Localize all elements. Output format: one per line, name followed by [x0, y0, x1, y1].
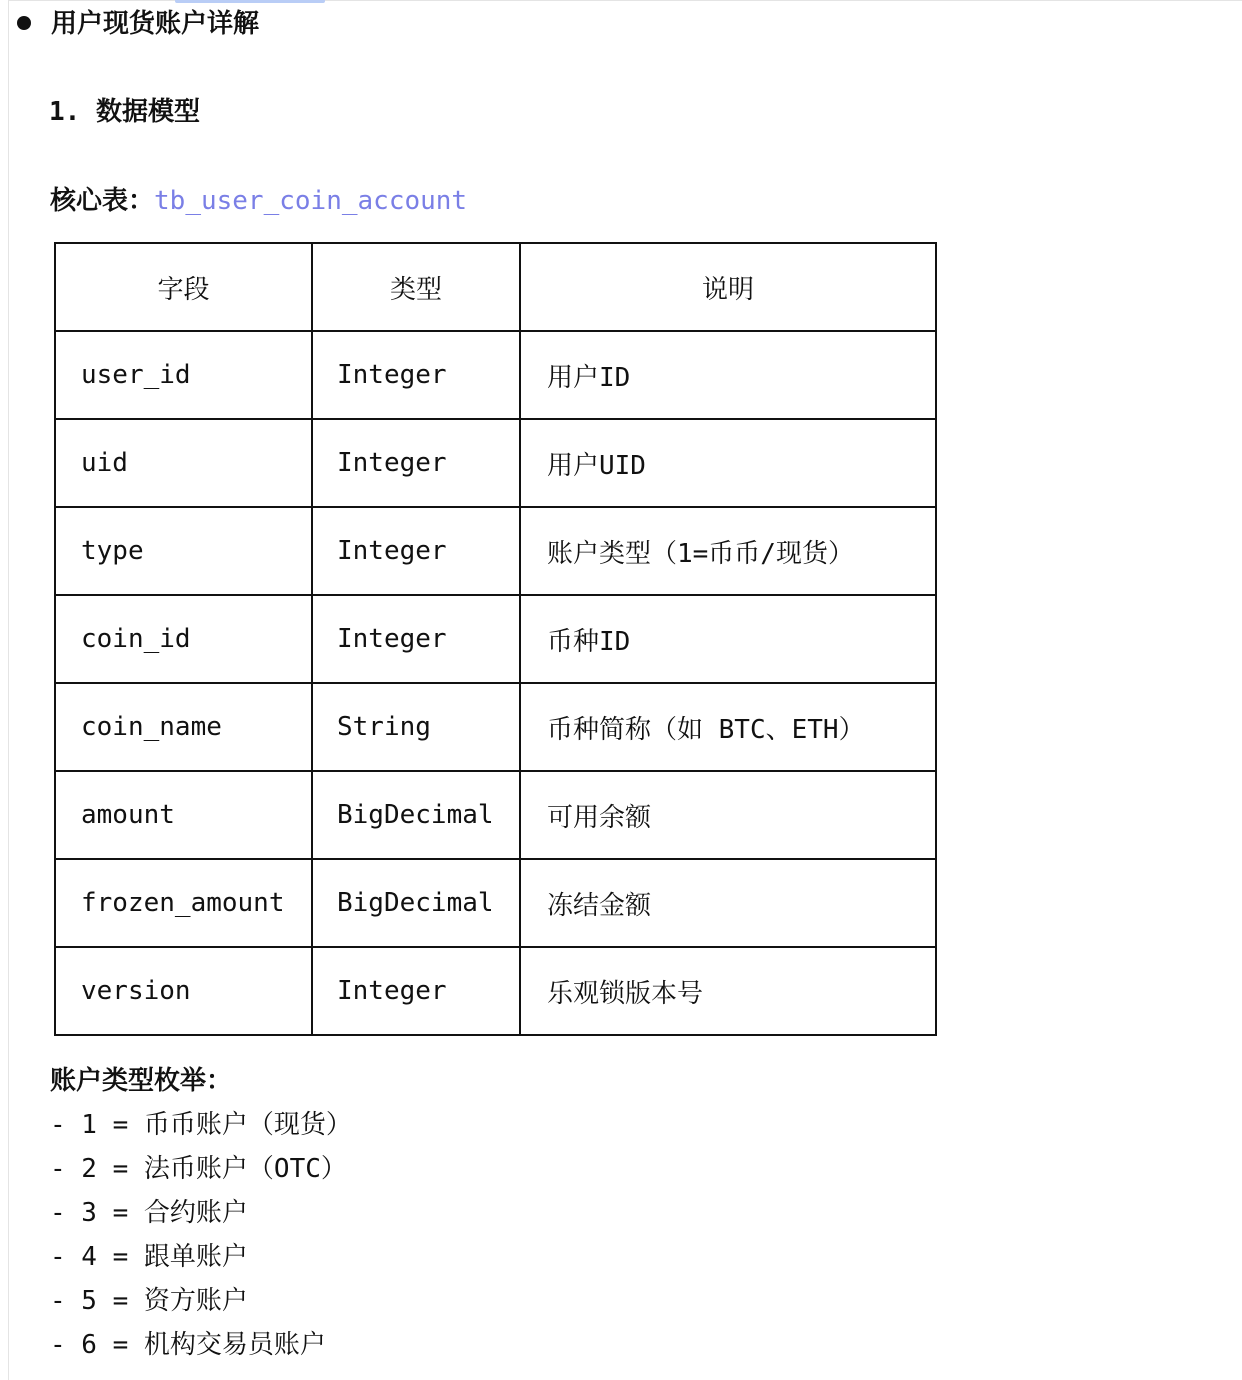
- list-item: - 6 = 机构交易员账户: [50, 1330, 326, 1360]
- schema-table: [54, 242, 937, 1036]
- core-table-name-link[interactable]: tb_user_coin_account: [154, 186, 468, 216]
- page-left-edge: [8, 0, 9, 1380]
- table-row: [56, 772, 935, 860]
- list-item: - 5 = 资方账户: [50, 1286, 248, 1316]
- header-type: 类型: [313, 244, 521, 330]
- subsection-title: 1. 数据模型: [49, 97, 200, 127]
- cell-type: Integer: [313, 948, 521, 1034]
- core-table-line: [50, 185, 467, 217]
- section-title: 用户现货账户详解: [51, 9, 260, 39]
- cell-type: Integer: [313, 420, 521, 506]
- cell-desc: 币种ID: [547, 626, 631, 657]
- cell-type: BigDecimal: [313, 772, 521, 858]
- list-item: - 4 = 跟单账户: [50, 1242, 248, 1272]
- enum-heading: 账户类型枚举：: [50, 1066, 233, 1096]
- table-row: [56, 684, 935, 772]
- cell-type: String: [313, 684, 521, 770]
- table-row: [56, 508, 935, 596]
- cell-field: frozen_amount: [56, 860, 313, 946]
- core-table-label: 核心表：: [50, 186, 155, 216]
- cell-type: Integer: [313, 508, 521, 594]
- header-field: 字段: [56, 244, 313, 330]
- cell-field: version: [56, 948, 313, 1034]
- cell-desc: 币种简称（如 BTC、ETH）: [547, 714, 865, 745]
- cell-desc: 冻结金额: [547, 890, 652, 921]
- list-item: - 2 = 法币账户（OTC）: [50, 1154, 347, 1184]
- table-row: [56, 860, 935, 948]
- cell-type: BigDecimal: [313, 860, 521, 946]
- table-row: [56, 332, 935, 420]
- cell-desc: 乐观锁版本号: [547, 978, 704, 1009]
- cell-desc: 用户UID: [547, 450, 646, 481]
- list-item: - 1 = 币币账户（现货）: [50, 1110, 352, 1140]
- cell-field: uid: [56, 420, 313, 506]
- table-row: [56, 948, 935, 1034]
- cell-field: type: [56, 508, 313, 594]
- header-desc: 说明: [701, 274, 754, 305]
- cell-field: amount: [56, 772, 313, 858]
- cell-field: coin_id: [56, 596, 313, 682]
- cell-desc: 账户类型（1=币币/现货）: [547, 538, 854, 569]
- cell-field: user_id: [56, 332, 313, 418]
- cell-field: coin_name: [56, 684, 313, 770]
- list-item: - 3 = 合约账户: [50, 1198, 248, 1228]
- bullet-icon: [17, 16, 31, 30]
- cell-desc: 用户ID: [547, 362, 631, 393]
- table-row: [56, 596, 935, 684]
- cell-desc: 可用余额: [547, 802, 652, 833]
- enum-list: [50, 1103, 352, 1367]
- table-row: [56, 420, 935, 508]
- cell-type: Integer: [313, 332, 521, 418]
- table-header-row: [56, 244, 935, 332]
- cell-type: Integer: [313, 596, 521, 682]
- selection-highlight: [175, 0, 325, 3]
